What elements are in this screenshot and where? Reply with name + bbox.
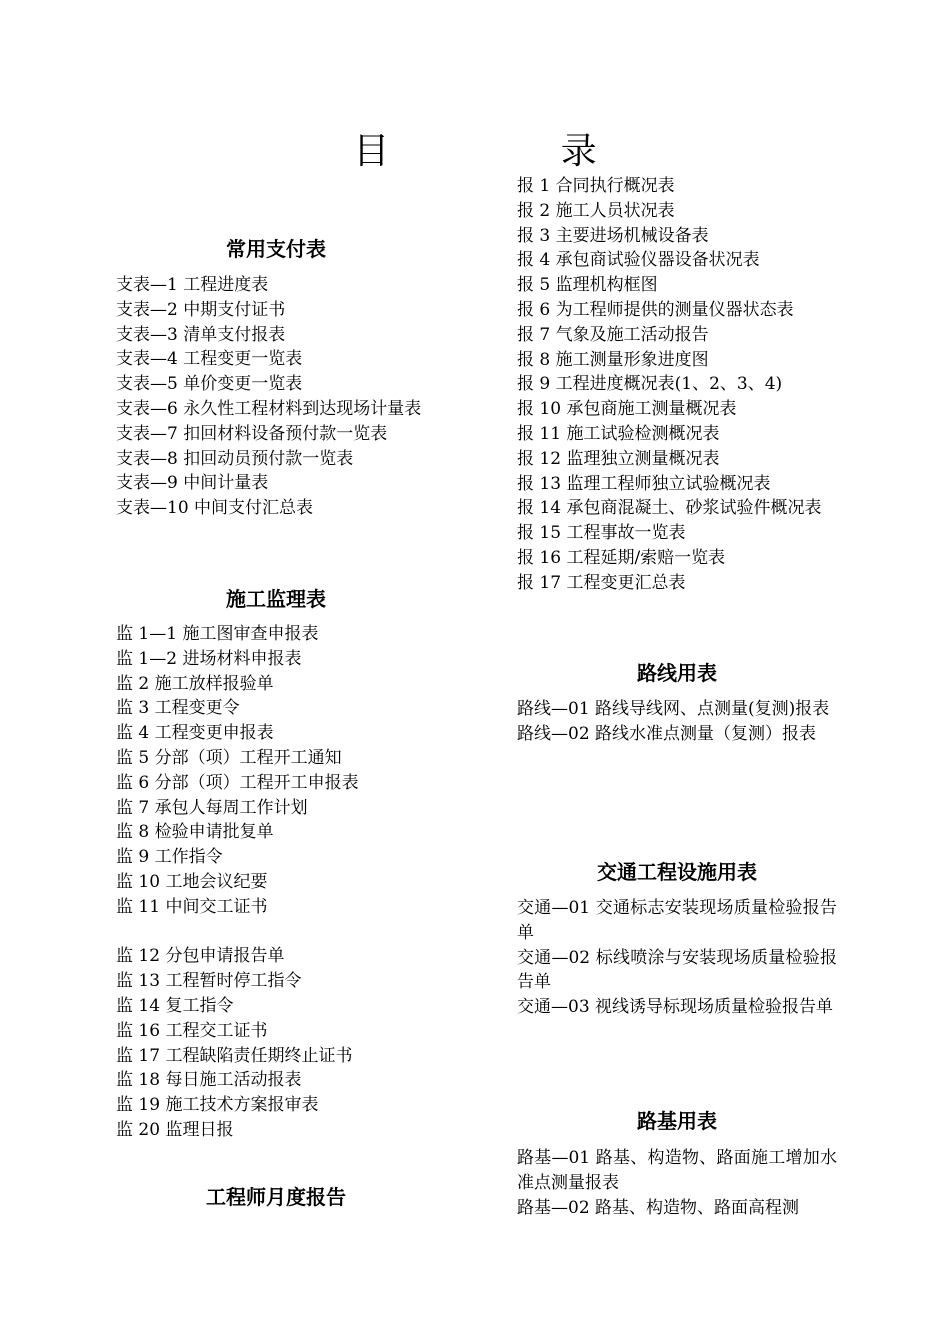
- section-heading-subgrade: 路基用表: [637, 1109, 717, 1133]
- list-item: 交通—02 标线喷涂与安装现场质量检验报告单: [517, 947, 837, 993]
- list-item: 报 6 为工程师提供的测量仪器状态表: [517, 299, 794, 320]
- list-item: 支表—10 中间支付汇总表: [116, 498, 314, 519]
- list-item: 监 4 工程变更申报表: [116, 723, 274, 744]
- list-item: 路线—01 路线导线网、点测量(复测)报表: [517, 699, 830, 719]
- section-heading-monthly-report: 工程师月度报告: [206, 1185, 346, 1209]
- list-item: 支表—1 工程进度表: [116, 275, 269, 295]
- traffic-table-list: [517, 896, 837, 1020]
- list-item: 报 5 监理机构框图: [517, 275, 658, 296]
- section-heading-payment: 常用支付表: [226, 237, 326, 261]
- list-item: 监 5 分部（项）工程开工通知: [116, 747, 342, 768]
- list-spacer: [116, 920, 436, 945]
- list-item: 支表—7 扣回材料设备预付款一览表: [116, 423, 388, 444]
- list-item: 监 9 工作指令: [116, 847, 223, 868]
- list-item: 报 16 工程延期/索赔一览表: [517, 547, 726, 568]
- list-item: 报 15 工程事故一览表: [517, 523, 686, 544]
- subgrade-table-list: [517, 1146, 837, 1220]
- list-item: 监 3 工程变更令: [116, 698, 240, 719]
- list-item: 报 7 气象及施工活动报告: [517, 324, 709, 345]
- list-item: 支表—3 清单支付报表: [116, 324, 286, 345]
- list-item: 报 8 施工测量形象进度图: [517, 349, 709, 370]
- list-item: 报 9 工程进度概况表(1、2、3、4): [517, 374, 783, 395]
- list-item: 监 13 工程暂时停工指令: [116, 971, 302, 992]
- list-item: 报 17 工程变更汇总表: [517, 572, 686, 593]
- list-item: 监 1—2 进场材料申报表: [116, 648, 302, 669]
- list-item: 报 12 监理独立测量概况表: [517, 448, 720, 469]
- list-item: 监 17 工程缺陷责任期终止证书: [116, 1045, 353, 1066]
- list-item: 路基—02 路基、构造物、路面高程测: [517, 1197, 800, 1218]
- list-item: 监 6 分部（项）工程开工申报表: [116, 772, 359, 793]
- list-item: 监 2 施工放样报验单: [116, 673, 274, 694]
- list-item: 报 4 承包商试验仪器设备状况表: [517, 250, 760, 271]
- list-item: 路线—02 路线水准点测量（复测）报表: [517, 723, 817, 744]
- list-item: 支表—5 单价变更一览表: [116, 374, 303, 395]
- list-item: 报 1 合同执行概况表: [517, 176, 675, 196]
- page-title: 目 录: [353, 131, 677, 172]
- list-item: 监 8 检验申请批复单: [116, 822, 274, 843]
- list-item: 报 14 承包商混凝土、砂浆试验件概况表: [517, 498, 822, 519]
- list-item: 支表—2 中期支付证书: [116, 299, 286, 320]
- list-item: 监 1—1 施工图审查申报表: [116, 624, 319, 644]
- list-item: 支表—9 中间计量表: [116, 473, 269, 494]
- list-item: 监 20 监理日报: [116, 1119, 234, 1140]
- section-heading-route: 路线用表: [637, 661, 717, 685]
- list-item: 监 10 工地会议纪要: [116, 871, 268, 892]
- list-item: 报 13 监理工程师独立试验概况表: [517, 473, 771, 494]
- payment-table-list: [116, 273, 436, 521]
- list-item: 监 12 分包申请报告单: [116, 946, 285, 967]
- list-item: 支表—8 扣回动员预付款一览表: [116, 448, 354, 469]
- list-item: 支表—6 永久性工程材料到达现场计量表: [116, 398, 422, 419]
- list-item: 监 19 施工技术方案报审表: [116, 1095, 319, 1116]
- report-table-list: [517, 174, 837, 596]
- list-item: 监 14 复工指令: [116, 995, 234, 1016]
- list-item: 交通—01 交通标志安装现场质量检验报告单: [517, 898, 837, 943]
- list-item: 报 3 主要进场机械设备表: [517, 225, 709, 246]
- section-heading-traffic-facilities: 交通工程设施用表: [597, 860, 757, 884]
- list-item: 报 2 施工人员状况表: [517, 200, 675, 221]
- list-item: 监 11 中间交工证书: [116, 896, 268, 917]
- section-heading-supervision: 施工监理表: [226, 587, 326, 611]
- list-item: 监 16 工程交工证书: [116, 1020, 268, 1041]
- list-item: 报 11 施工试验检测概况表: [517, 423, 720, 444]
- list-item: 交通—03 视线诱导标现场质量检验报告单: [517, 997, 834, 1018]
- list-item: 监 18 每日施工活动报表: [116, 1070, 302, 1091]
- list-item: 路基—01 路基、构造物、路面施工增加水准点测量报表: [517, 1148, 837, 1193]
- supervision-table-list: [116, 622, 436, 1143]
- list-item: 支表—4 工程变更一览表: [116, 349, 303, 370]
- route-table-list: [517, 697, 837, 747]
- list-item: 报 10 承包商施工测量概况表: [517, 399, 737, 420]
- list-item: 监 7 承包人每周工作计划: [116, 797, 308, 818]
